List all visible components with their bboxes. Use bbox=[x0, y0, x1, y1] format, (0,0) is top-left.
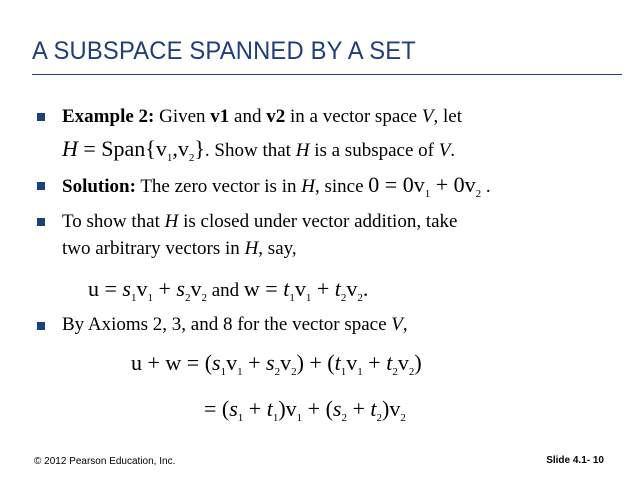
text: The zero vector is in bbox=[135, 176, 302, 197]
index: 2 bbox=[201, 292, 207, 304]
index: 1 bbox=[237, 412, 244, 424]
example-line bbox=[62, 106, 462, 128]
u-eq: u = bbox=[88, 276, 123, 301]
text: , let bbox=[433, 106, 462, 127]
index: 1 bbox=[220, 366, 227, 378]
v: v bbox=[294, 276, 306, 301]
index: 2 bbox=[340, 292, 347, 304]
s: s bbox=[229, 396, 238, 421]
h-symbol: H bbox=[164, 211, 179, 232]
index: 2 bbox=[376, 412, 383, 424]
v1-index: 1 bbox=[219, 106, 230, 127]
v: v bbox=[190, 276, 202, 301]
index: 1 bbox=[340, 366, 347, 378]
s: s bbox=[266, 350, 275, 375]
formula-brace: } bbox=[194, 136, 205, 161]
w-eq: w = bbox=[243, 276, 284, 301]
text: , since bbox=[314, 176, 369, 197]
mid: ) + ( bbox=[296, 350, 335, 375]
formula-index: 2 bbox=[188, 152, 195, 164]
slide-number: Slide 4.1- 10 bbox=[546, 455, 604, 466]
formula-v2: v bbox=[177, 136, 189, 161]
index: 1 bbox=[237, 366, 243, 378]
space-symbol: V bbox=[421, 106, 434, 127]
h-symbol: H bbox=[295, 140, 310, 161]
closure-line-1 bbox=[62, 211, 457, 233]
v: v bbox=[346, 350, 358, 375]
v2-index: 2 bbox=[275, 106, 286, 127]
index: 2 bbox=[291, 366, 297, 378]
index: 2 bbox=[274, 366, 281, 378]
v: )v bbox=[382, 396, 401, 421]
v2-symbol: v bbox=[266, 106, 276, 127]
text: To show that bbox=[62, 211, 165, 232]
solution-line bbox=[62, 174, 491, 205]
t: t bbox=[266, 396, 273, 421]
index: 2 bbox=[341, 412, 347, 424]
index: 2 bbox=[184, 292, 191, 304]
index: 2 bbox=[408, 366, 415, 378]
derivation-line-2 bbox=[204, 396, 406, 431]
text: , say, bbox=[258, 238, 297, 259]
text: is closed under vector addition, take bbox=[178, 211, 458, 232]
mid: + ( bbox=[302, 396, 333, 421]
h-symbol: H bbox=[301, 176, 315, 197]
v1-symbol: v bbox=[210, 106, 220, 127]
t: t bbox=[334, 276, 341, 301]
plus: + bbox=[346, 396, 371, 421]
slide-title: A SUBSPACE SPANNED BY A SET bbox=[32, 37, 416, 65]
and-word: and bbox=[206, 280, 244, 301]
index: 1 bbox=[147, 292, 153, 304]
space-symbol: V bbox=[438, 140, 451, 161]
formula-span: = Span{ bbox=[77, 136, 156, 161]
index: 1 bbox=[272, 412, 279, 424]
formula-index: 1 bbox=[166, 152, 173, 164]
index: 2 bbox=[357, 292, 363, 304]
plus: + bbox=[152, 276, 177, 301]
v: v bbox=[136, 276, 148, 301]
formula-comma: , bbox=[172, 136, 178, 161]
text: . Show that bbox=[204, 140, 296, 161]
derivation-line-1 bbox=[131, 350, 422, 385]
bullet-marker-3 bbox=[37, 218, 45, 226]
formula-h: H bbox=[62, 136, 78, 161]
text: and bbox=[229, 106, 267, 127]
index: 1 bbox=[130, 292, 137, 304]
t: t bbox=[334, 350, 341, 375]
solution-label: Solution: bbox=[62, 176, 136, 197]
h-symbol: H bbox=[244, 238, 259, 259]
text: in a vector space bbox=[285, 106, 422, 127]
index: 2 bbox=[392, 366, 398, 378]
plus: + bbox=[362, 350, 387, 375]
v: v bbox=[226, 350, 238, 375]
formula-index: 2 bbox=[475, 188, 482, 200]
s: s bbox=[122, 276, 131, 301]
formula-v1: v bbox=[155, 136, 167, 161]
s: s bbox=[332, 396, 342, 421]
uw-definitions bbox=[88, 276, 368, 311]
lhs: u + w = ( bbox=[131, 350, 213, 375]
formula-index: 1 bbox=[424, 188, 431, 200]
index: 2 bbox=[400, 412, 406, 424]
plus: + bbox=[242, 350, 267, 375]
example-label: Example 2: bbox=[62, 106, 155, 127]
eq: = ( bbox=[204, 396, 230, 421]
index: 1 bbox=[296, 412, 303, 424]
paren: ) bbox=[414, 350, 422, 375]
title-underline bbox=[32, 74, 622, 75]
zero-equation: + 0v bbox=[430, 172, 476, 197]
period: . bbox=[362, 276, 369, 301]
index: 1 bbox=[357, 366, 363, 378]
s: s bbox=[212, 350, 221, 375]
text: is a subspace of bbox=[309, 140, 439, 161]
index: 1 bbox=[305, 292, 312, 304]
bullet-marker-4 bbox=[37, 322, 45, 330]
copyright: © 2012 Pearson Education, Inc. bbox=[34, 456, 176, 467]
v: v bbox=[397, 350, 409, 375]
t: t bbox=[283, 276, 290, 301]
text: . bbox=[481, 176, 491, 197]
text: By Axioms 2, 3, and 8 for the vector space bbox=[62, 314, 392, 335]
t: t bbox=[370, 396, 377, 421]
text: Given bbox=[154, 106, 211, 127]
bullet-marker-2 bbox=[37, 182, 45, 190]
v: )v bbox=[278, 396, 297, 421]
span-definition-line bbox=[62, 138, 455, 169]
plus: + bbox=[243, 396, 267, 421]
text: . bbox=[450, 140, 456, 161]
closure-line-2 bbox=[62, 238, 297, 260]
bullet-marker-1 bbox=[37, 113, 45, 121]
t: t bbox=[386, 350, 393, 375]
v: v bbox=[280, 350, 292, 375]
v: v bbox=[346, 276, 358, 301]
text: , bbox=[402, 314, 408, 335]
index: 1 bbox=[289, 292, 295, 304]
space-symbol: V bbox=[391, 314, 403, 335]
s: s bbox=[176, 276, 185, 301]
text: two arbitrary vectors in bbox=[62, 238, 245, 259]
axioms-line bbox=[62, 314, 408, 336]
plus: + bbox=[311, 276, 335, 301]
zero-equation: 0 = 0v bbox=[368, 172, 425, 197]
